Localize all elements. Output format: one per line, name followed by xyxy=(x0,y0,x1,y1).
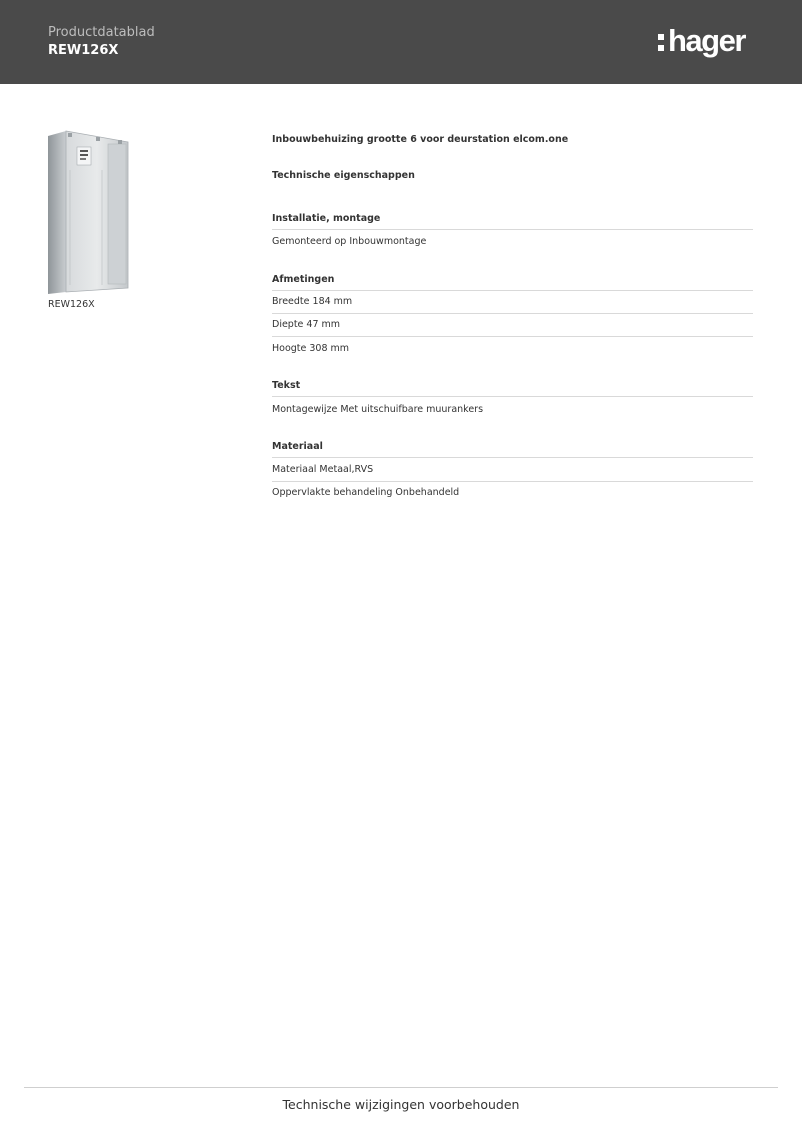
header-bar xyxy=(0,0,802,84)
spec-row: Hoogte 308 mm xyxy=(272,343,350,354)
spec-row: Diepte 47 mm xyxy=(272,319,753,337)
section-heading-installation: Installatie, montage xyxy=(272,213,753,230)
spec-row: Montagewijze Met uitschuifbare muurankers xyxy=(272,404,484,415)
section-heading-text: Tekst xyxy=(272,380,753,397)
product-title: Inbouwbehuizing grootte 6 voor deurstation elcom.one xyxy=(272,134,569,145)
hager-logo xyxy=(658,20,745,60)
document-type: Productdatablad xyxy=(48,25,155,40)
spec-row: Materiaal Metaal,RVS xyxy=(272,464,753,482)
footer-note: Technische wijzigingen voorbehouden xyxy=(282,1097,520,1112)
logo-colon-icon xyxy=(658,34,664,51)
spec-row: Breedte 184 mm xyxy=(272,296,753,314)
section-title-technical: Technische eigenschappen xyxy=(272,170,415,181)
footer-divider xyxy=(24,1087,778,1088)
spec-row: Gemonteerd op Inbouwmontage xyxy=(272,236,427,247)
product-image-caption: REW126X xyxy=(48,299,95,310)
section-heading-material: Materiaal xyxy=(272,441,753,458)
section-heading-dimensions: Afmetingen xyxy=(272,274,753,291)
product-image xyxy=(46,130,130,296)
product-code: REW126X xyxy=(48,43,119,58)
spec-row: Oppervlakte behandeling Onbehandeld xyxy=(272,487,460,498)
logo-wordmark: hager xyxy=(668,22,745,58)
